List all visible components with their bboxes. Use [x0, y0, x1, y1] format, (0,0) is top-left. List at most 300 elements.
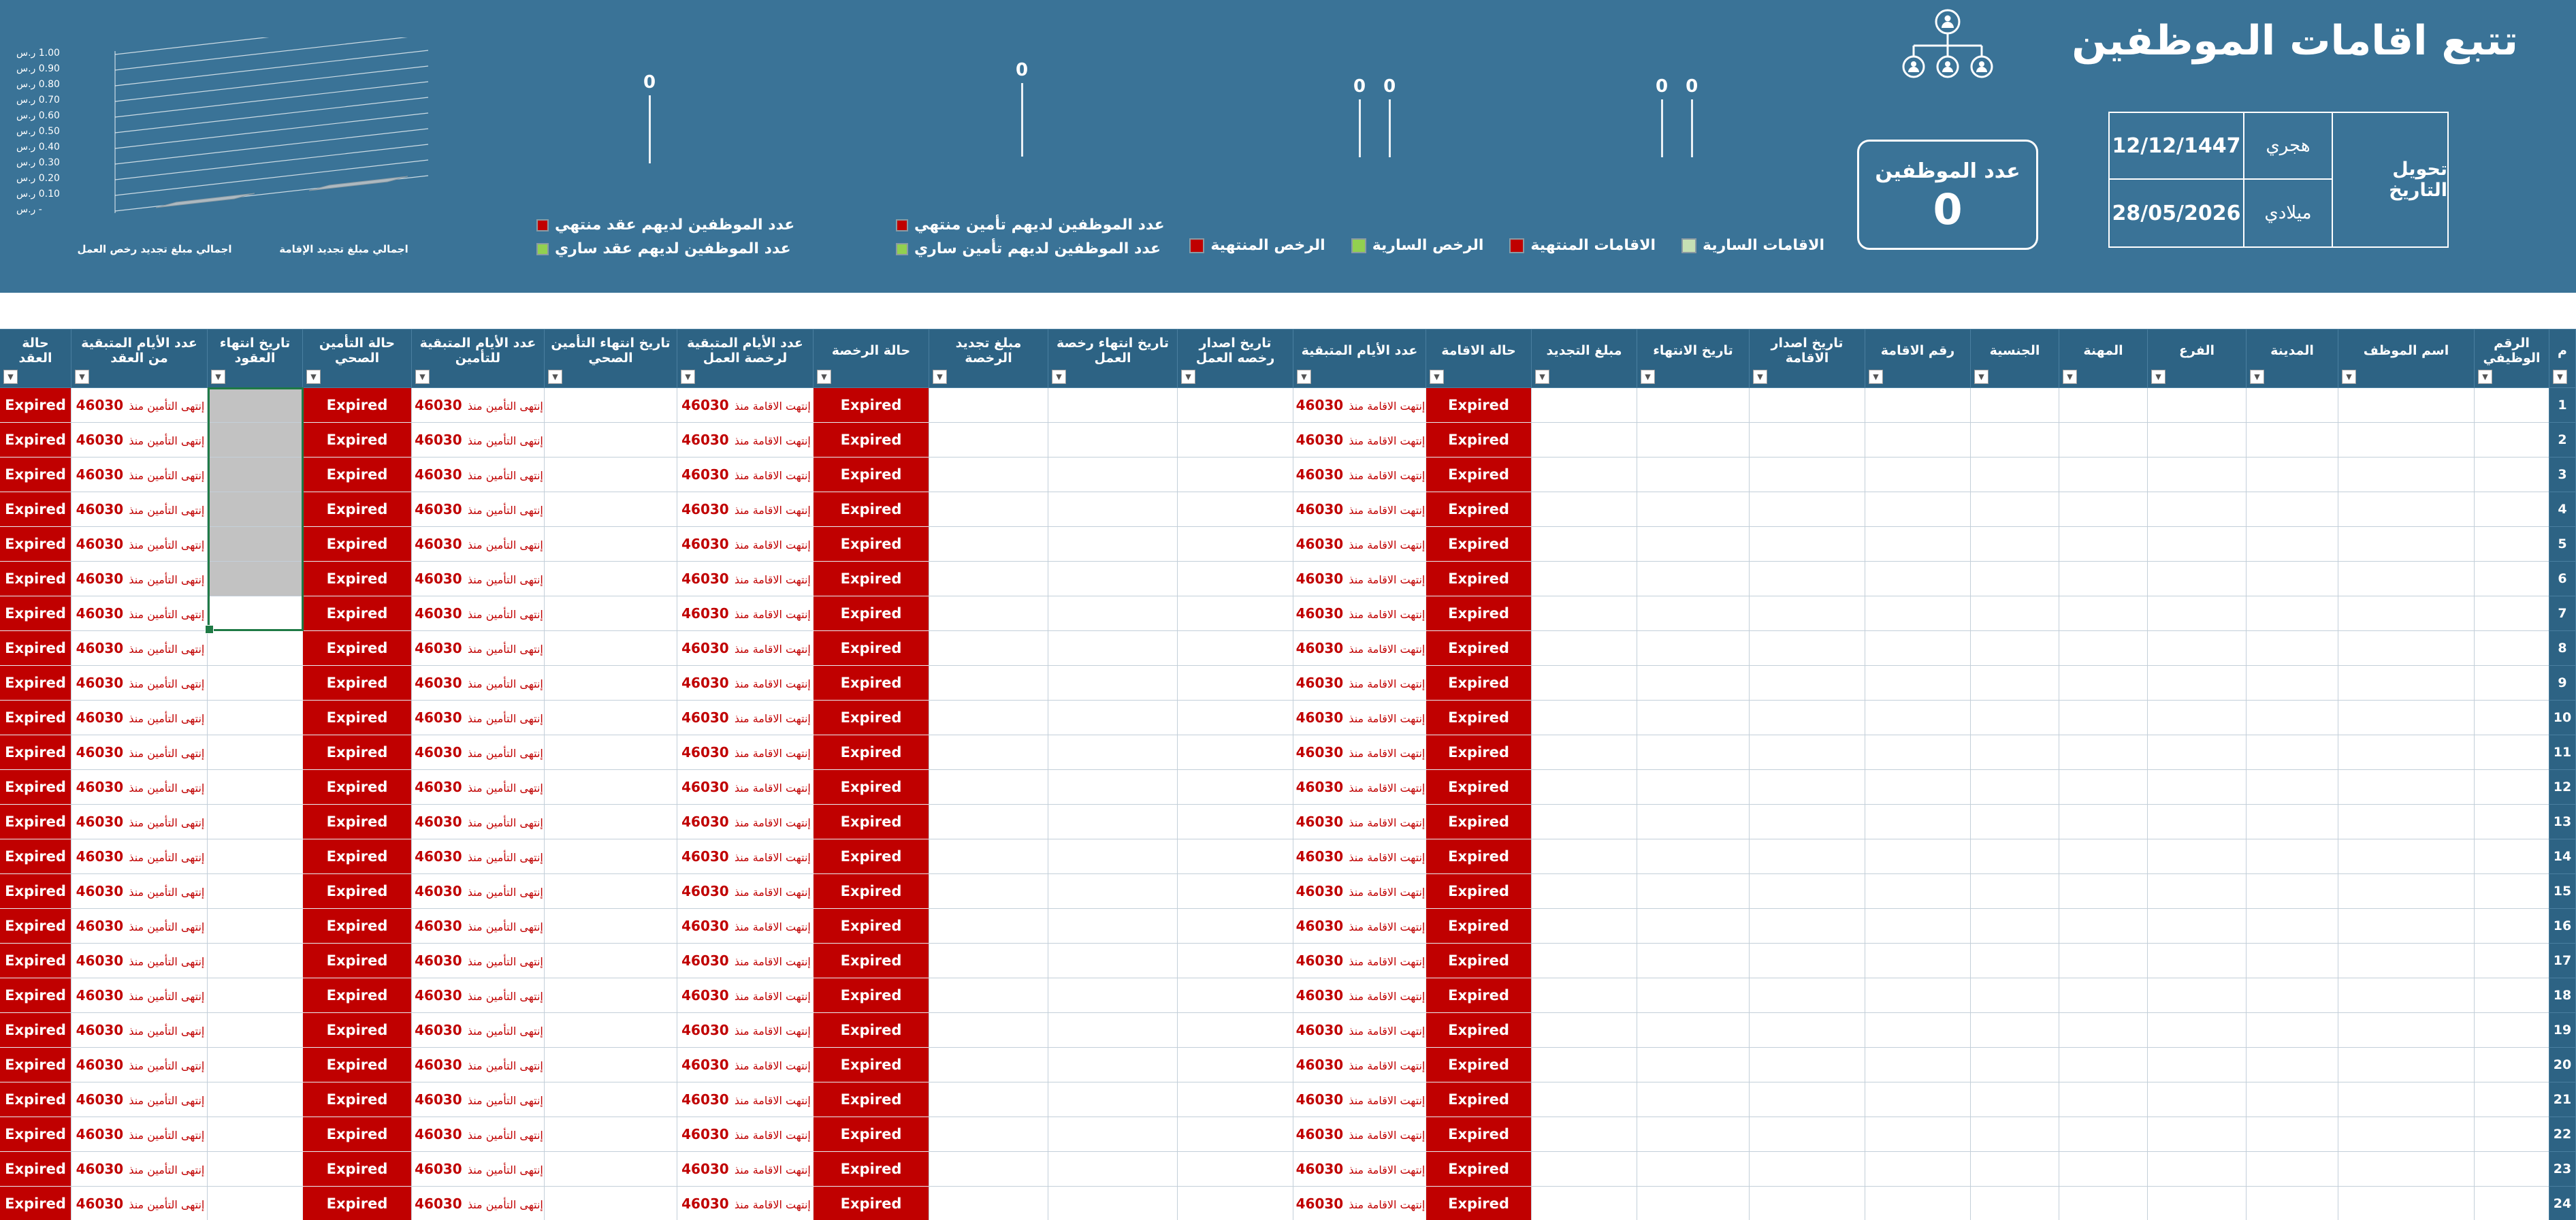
cell-job[interactable]	[2059, 666, 2148, 701]
cell-iqama_days[interactable]	[1293, 701, 1426, 735]
cell-ins_days[interactable]	[412, 805, 545, 839]
cell-ins_status[interactable]: Expired	[303, 978, 412, 1013]
cell-contract_days[interactable]	[71, 770, 208, 805]
cell-iqama_expiry[interactable]	[1637, 492, 1750, 527]
cell-ins_status[interactable]: Expired	[303, 944, 412, 978]
cell-job[interactable]	[2059, 874, 2148, 909]
cell-city[interactable]	[2247, 944, 2338, 978]
cell-ins_days[interactable]	[412, 562, 545, 596]
cell-license_status[interactable]: Expired	[814, 1013, 929, 1048]
cell-license_issue[interactable]	[1178, 1152, 1293, 1187]
cell-ins_expiry[interactable]	[545, 666, 677, 701]
cell-ins_status[interactable]: Expired	[303, 839, 412, 874]
cell-iqama_no[interactable]	[1865, 562, 1971, 596]
cell-contract_status[interactable]: Expired	[0, 666, 71, 701]
cell-branch[interactable]	[2148, 527, 2247, 562]
cell-nationality[interactable]	[1971, 1187, 2059, 1220]
cell-emp_name[interactable]	[2338, 909, 2475, 944]
cell-contract_expiry[interactable]	[208, 874, 303, 909]
cell-license_renew[interactable]	[929, 978, 1048, 1013]
cell-contract_days[interactable]	[71, 596, 208, 631]
cell-license_days[interactable]	[677, 562, 814, 596]
cell-city[interactable]	[2247, 735, 2338, 770]
cell-num[interactable]: 19	[2549, 1013, 2576, 1048]
cell-renew_amount[interactable]	[1532, 978, 1637, 1013]
cell-city[interactable]	[2247, 1048, 2338, 1082]
cell-ins_status[interactable]: Expired	[303, 631, 412, 666]
cell-ins_expiry[interactable]	[545, 1048, 677, 1082]
cell-num[interactable]: 10	[2549, 701, 2576, 735]
cell-license_renew[interactable]	[929, 1152, 1048, 1187]
cell-ins_days[interactable]	[412, 388, 545, 423]
cell-emp_id[interactable]	[2475, 944, 2549, 978]
cell-emp_id[interactable]	[2475, 874, 2549, 909]
cell-iqama_no[interactable]	[1865, 1117, 1971, 1152]
cell-city[interactable]	[2247, 1152, 2338, 1187]
cell-emp_name[interactable]	[2338, 1117, 2475, 1152]
cell-license_renew[interactable]	[929, 1048, 1048, 1082]
cell-ins_days[interactable]	[412, 874, 545, 909]
cell-contract_status[interactable]: Expired	[0, 978, 71, 1013]
cell-job[interactable]	[2059, 909, 2148, 944]
cell-iqama_expiry[interactable]	[1637, 527, 1750, 562]
cell-ins_expiry[interactable]	[545, 770, 677, 805]
cell-license_renew[interactable]	[929, 701, 1048, 735]
cell-contract_expiry[interactable]	[208, 909, 303, 944]
cell-emp_name[interactable]	[2338, 978, 2475, 1013]
cell-contract_status[interactable]: Expired	[0, 527, 71, 562]
cell-job[interactable]	[2059, 1152, 2148, 1187]
cell-ins_status[interactable]: Expired	[303, 423, 412, 458]
cell-iqama_days[interactable]	[1293, 874, 1426, 909]
cell-num[interactable]: 22	[2549, 1117, 2576, 1152]
cell-iqama_issue[interactable]	[1750, 458, 1865, 492]
cell-license_issue[interactable]	[1178, 978, 1293, 1013]
cell-license_issue[interactable]	[1178, 701, 1293, 735]
cell-num[interactable]: 12	[2549, 770, 2576, 805]
cell-iqama_issue[interactable]	[1750, 666, 1865, 701]
cell-iqama_no[interactable]	[1865, 1048, 1971, 1082]
cell-iqama_no[interactable]	[1865, 909, 1971, 944]
cell-job[interactable]	[2059, 492, 2148, 527]
cell-license_renew[interactable]	[929, 1013, 1048, 1048]
cell-emp_name[interactable]	[2338, 874, 2475, 909]
cell-license_issue[interactable]	[1178, 944, 1293, 978]
cell-emp_id[interactable]	[2475, 388, 2549, 423]
cell-contract_expiry[interactable]	[208, 388, 303, 423]
cell-job[interactable]	[2059, 735, 2148, 770]
filter-dropdown-icon[interactable]: ▼	[681, 370, 695, 384]
cell-ins_expiry[interactable]	[545, 1117, 677, 1152]
cell-nationality[interactable]	[1971, 388, 2059, 423]
cell-license_renew[interactable]	[929, 874, 1048, 909]
cell-license_expiry[interactable]	[1048, 596, 1178, 631]
col-header-contract_days[interactable]	[71, 330, 208, 388]
cell-iqama_expiry[interactable]	[1637, 562, 1750, 596]
filter-dropdown-icon[interactable]: ▼	[933, 370, 947, 384]
cell-ins_expiry[interactable]	[545, 978, 677, 1013]
col-header-ins_expiry[interactable]	[545, 330, 677, 388]
cell-license_days[interactable]	[677, 735, 814, 770]
cell-iqama_status[interactable]: Expired	[1426, 1013, 1532, 1048]
cell-contract_status[interactable]: Expired	[0, 701, 71, 735]
cell-contract_status[interactable]: Expired	[0, 1152, 71, 1187]
cell-contract_days[interactable]	[71, 1152, 208, 1187]
cell-license_expiry[interactable]	[1048, 1152, 1178, 1187]
cell-emp_id[interactable]	[2475, 666, 2549, 701]
col-header-renew_amount[interactable]	[1532, 330, 1637, 388]
cell-iqama_issue[interactable]	[1750, 1152, 1865, 1187]
cell-renew_amount[interactable]	[1532, 909, 1637, 944]
cell-iqama_days[interactable]	[1293, 666, 1426, 701]
cell-iqama_expiry[interactable]	[1637, 874, 1750, 909]
cell-iqama_expiry[interactable]	[1637, 805, 1750, 839]
cell-license_days[interactable]	[677, 388, 814, 423]
cell-ins_status[interactable]: Expired	[303, 805, 412, 839]
cell-contract_status[interactable]: Expired	[0, 909, 71, 944]
cell-license_status[interactable]: Expired	[814, 666, 929, 701]
filter-dropdown-icon[interactable]: ▼	[548, 370, 562, 384]
cell-ins_expiry[interactable]	[545, 596, 677, 631]
cell-license_days[interactable]	[677, 1082, 814, 1117]
cell-nationality[interactable]	[1971, 423, 2059, 458]
cell-ins_days[interactable]	[412, 1082, 545, 1117]
cell-contract_status[interactable]: Expired	[0, 1117, 71, 1152]
cell-emp_name[interactable]	[2338, 631, 2475, 666]
cell-license_issue[interactable]	[1178, 423, 1293, 458]
cell-iqama_issue[interactable]	[1750, 701, 1865, 735]
cell-license_days[interactable]	[677, 1187, 814, 1220]
cell-license_status[interactable]: Expired	[814, 492, 929, 527]
cell-license_renew[interactable]	[929, 1082, 1048, 1117]
cell-emp_id[interactable]	[2475, 909, 2549, 944]
cell-iqama_status[interactable]: Expired	[1426, 735, 1532, 770]
cell-license_status[interactable]: Expired	[814, 596, 929, 631]
cell-contract_days[interactable]	[71, 1048, 208, 1082]
cell-license_renew[interactable]	[929, 770, 1048, 805]
cell-renew_amount[interactable]	[1532, 874, 1637, 909]
cell-contract_expiry[interactable]	[208, 1013, 303, 1048]
cell-emp_name[interactable]	[2338, 944, 2475, 978]
cell-license_expiry[interactable]	[1048, 978, 1178, 1013]
cell-renew_amount[interactable]	[1532, 388, 1637, 423]
cell-iqama_days[interactable]	[1293, 978, 1426, 1013]
cell-renew_amount[interactable]	[1532, 1048, 1637, 1082]
col-header-branch[interactable]	[2148, 330, 2247, 388]
cell-license_days[interactable]	[677, 1117, 814, 1152]
cell-license_issue[interactable]	[1178, 388, 1293, 423]
cell-contract_status[interactable]: Expired	[0, 423, 71, 458]
cell-license_days[interactable]	[677, 978, 814, 1013]
cell-job[interactable]	[2059, 527, 2148, 562]
cell-license_renew[interactable]	[929, 527, 1048, 562]
cell-emp_name[interactable]	[2338, 735, 2475, 770]
cell-renew_amount[interactable]	[1532, 944, 1637, 978]
cell-ins_expiry[interactable]	[545, 944, 677, 978]
cell-renew_amount[interactable]	[1532, 1152, 1637, 1187]
cell-license_renew[interactable]	[929, 666, 1048, 701]
cell-license_expiry[interactable]	[1048, 805, 1178, 839]
cell-iqama_days[interactable]	[1293, 527, 1426, 562]
cell-ins_expiry[interactable]	[545, 1013, 677, 1048]
cell-iqama_expiry[interactable]	[1637, 839, 1750, 874]
cell-ins_status[interactable]: Expired	[303, 701, 412, 735]
cell-license_issue[interactable]	[1178, 805, 1293, 839]
cell-iqama_no[interactable]	[1865, 1152, 1971, 1187]
cell-iqama_expiry[interactable]	[1637, 701, 1750, 735]
cell-ins_status[interactable]: Expired	[303, 909, 412, 944]
cell-branch[interactable]	[2148, 1187, 2247, 1220]
cell-ins_status[interactable]: Expired	[303, 1117, 412, 1152]
cell-num[interactable]: 16	[2549, 909, 2576, 944]
cell-iqama_issue[interactable]	[1750, 1013, 1865, 1048]
cell-license_issue[interactable]	[1178, 458, 1293, 492]
cell-iqama_status[interactable]: Expired	[1426, 770, 1532, 805]
cell-ins_status[interactable]: Expired	[303, 1048, 412, 1082]
cell-ins_days[interactable]	[412, 631, 545, 666]
cell-renew_amount[interactable]	[1532, 423, 1637, 458]
cell-iqama_expiry[interactable]	[1637, 596, 1750, 631]
cell-ins_expiry[interactable]	[545, 874, 677, 909]
cell-iqama_status[interactable]: Expired	[1426, 1187, 1532, 1220]
cell-emp_id[interactable]	[2475, 701, 2549, 735]
cell-ins_expiry[interactable]	[545, 909, 677, 944]
cell-nationality[interactable]	[1971, 1152, 2059, 1187]
cell-city[interactable]	[2247, 1187, 2338, 1220]
cell-nationality[interactable]	[1971, 631, 2059, 666]
cell-license_renew[interactable]	[929, 944, 1048, 978]
cell-license_issue[interactable]	[1178, 1048, 1293, 1082]
cell-ins_status[interactable]: Expired	[303, 458, 412, 492]
cell-iqama_issue[interactable]	[1750, 631, 1865, 666]
cell-license_renew[interactable]	[929, 562, 1048, 596]
cell-license_issue[interactable]	[1178, 909, 1293, 944]
cell-num[interactable]: 8	[2549, 631, 2576, 666]
cell-num[interactable]: 2	[2549, 423, 2576, 458]
cell-ins_expiry[interactable]	[545, 631, 677, 666]
cell-emp_name[interactable]	[2338, 596, 2475, 631]
cell-contract_expiry[interactable]	[208, 458, 303, 492]
cell-num[interactable]: 4	[2549, 492, 2576, 527]
cell-ins_days[interactable]	[412, 909, 545, 944]
cell-ins_status[interactable]: Expired	[303, 1187, 412, 1220]
cell-iqama_expiry[interactable]	[1637, 978, 1750, 1013]
cell-iqama_expiry[interactable]	[1637, 1013, 1750, 1048]
cell-emp_id[interactable]	[2475, 839, 2549, 874]
cell-contract_days[interactable]	[71, 978, 208, 1013]
cell-contract_days[interactable]	[71, 874, 208, 909]
cell-num[interactable]: 1	[2549, 388, 2576, 423]
cell-license_days[interactable]	[677, 874, 814, 909]
cell-ins_days[interactable]	[412, 527, 545, 562]
cell-contract_days[interactable]	[71, 805, 208, 839]
cell-iqama_days[interactable]	[1293, 631, 1426, 666]
cell-license_issue[interactable]	[1178, 631, 1293, 666]
cell-iqama_no[interactable]	[1865, 839, 1971, 874]
cell-city[interactable]	[2247, 388, 2338, 423]
cell-nationality[interactable]	[1971, 1082, 2059, 1117]
cell-contract_days[interactable]	[71, 492, 208, 527]
cell-contract_status[interactable]: Expired	[0, 1187, 71, 1220]
cell-contract_expiry[interactable]	[208, 978, 303, 1013]
filter-dropdown-icon[interactable]: ▼	[211, 370, 225, 384]
cell-contract_expiry[interactable]	[208, 805, 303, 839]
cell-contract_status[interactable]: Expired	[0, 944, 71, 978]
cell-iqama_status[interactable]: Expired	[1426, 805, 1532, 839]
cell-ins_expiry[interactable]	[545, 1187, 677, 1220]
cell-num[interactable]: 15	[2549, 874, 2576, 909]
filter-dropdown-icon[interactable]: ▼	[2342, 370, 2356, 384]
cell-contract_days[interactable]	[71, 562, 208, 596]
cell-contract_status[interactable]: Expired	[0, 770, 71, 805]
cell-iqama_status[interactable]: Expired	[1426, 388, 1532, 423]
cell-license_status[interactable]: Expired	[814, 805, 929, 839]
cell-renew_amount[interactable]	[1532, 839, 1637, 874]
cell-iqama_status[interactable]: Expired	[1426, 1048, 1532, 1082]
cell-nationality[interactable]	[1971, 666, 2059, 701]
cell-iqama_no[interactable]	[1865, 701, 1971, 735]
cell-license_status[interactable]: Expired	[814, 701, 929, 735]
cell-num[interactable]: 14	[2549, 839, 2576, 874]
col-header-contract_status[interactable]	[0, 330, 71, 388]
cell-num[interactable]: 3	[2549, 458, 2576, 492]
cell-license_issue[interactable]	[1178, 492, 1293, 527]
cell-nationality[interactable]	[1971, 805, 2059, 839]
cell-ins_days[interactable]	[412, 596, 545, 631]
cell-renew_amount[interactable]	[1532, 527, 1637, 562]
cell-iqama_issue[interactable]	[1750, 909, 1865, 944]
col-header-iqama_no[interactable]	[1865, 330, 1971, 388]
cell-license_renew[interactable]	[929, 839, 1048, 874]
cell-contract_days[interactable]	[71, 1013, 208, 1048]
cell-emp_name[interactable]	[2338, 1187, 2475, 1220]
cell-iqama_expiry[interactable]	[1637, 735, 1750, 770]
cell-iqama_issue[interactable]	[1750, 874, 1865, 909]
cell-iqama_expiry[interactable]	[1637, 423, 1750, 458]
cell-num[interactable]: 18	[2549, 978, 2576, 1013]
cell-job[interactable]	[2059, 1013, 2148, 1048]
cell-city[interactable]	[2247, 839, 2338, 874]
cell-license_expiry[interactable]	[1048, 631, 1178, 666]
col-header-license_status[interactable]	[814, 330, 929, 388]
cell-ins_expiry[interactable]	[545, 388, 677, 423]
cell-city[interactable]	[2247, 596, 2338, 631]
filter-dropdown-icon[interactable]: ▼	[2151, 370, 2166, 384]
cell-job[interactable]	[2059, 458, 2148, 492]
cell-license_issue[interactable]	[1178, 770, 1293, 805]
cell-iqama_days[interactable]	[1293, 1048, 1426, 1082]
cell-ins_days[interactable]	[412, 944, 545, 978]
cell-license_expiry[interactable]	[1048, 770, 1178, 805]
cell-iqama_expiry[interactable]	[1637, 1082, 1750, 1117]
cell-city[interactable]	[2247, 701, 2338, 735]
cell-license_status[interactable]: Expired	[814, 1048, 929, 1082]
col-header-iqama_days[interactable]	[1293, 330, 1426, 388]
cell-job[interactable]	[2059, 944, 2148, 978]
col-header-emp_name[interactable]	[2338, 330, 2475, 388]
filter-dropdown-icon[interactable]: ▼	[3, 370, 18, 384]
cell-license_days[interactable]	[677, 1013, 814, 1048]
cell-license_issue[interactable]	[1178, 1117, 1293, 1152]
cell-license_expiry[interactable]	[1048, 562, 1178, 596]
cell-emp_name[interactable]	[2338, 1013, 2475, 1048]
cell-contract_days[interactable]	[71, 527, 208, 562]
cell-ins_status[interactable]: Expired	[303, 1082, 412, 1117]
cell-renew_amount[interactable]	[1532, 1013, 1637, 1048]
cell-ins_expiry[interactable]	[545, 805, 677, 839]
cell-emp_name[interactable]	[2338, 805, 2475, 839]
cell-nationality[interactable]	[1971, 1048, 2059, 1082]
cell-branch[interactable]	[2148, 666, 2247, 701]
cell-nationality[interactable]	[1971, 839, 2059, 874]
cell-num[interactable]: 6	[2549, 562, 2576, 596]
cell-license_expiry[interactable]	[1048, 735, 1178, 770]
cell-ins_status[interactable]: Expired	[303, 1013, 412, 1048]
cell-ins_days[interactable]	[412, 978, 545, 1013]
cell-iqama_no[interactable]	[1865, 770, 1971, 805]
cell-city[interactable]	[2247, 874, 2338, 909]
cell-contract_status[interactable]: Expired	[0, 805, 71, 839]
filter-dropdown-icon[interactable]: ▼	[1052, 370, 1066, 384]
cell-renew_amount[interactable]	[1532, 1082, 1637, 1117]
cell-license_days[interactable]	[677, 527, 814, 562]
cell-branch[interactable]	[2148, 631, 2247, 666]
cell-license_renew[interactable]	[929, 909, 1048, 944]
cell-emp_id[interactable]	[2475, 1013, 2549, 1048]
cell-license_days[interactable]	[677, 458, 814, 492]
cell-num[interactable]: 9	[2549, 666, 2576, 701]
cell-contract_days[interactable]	[71, 701, 208, 735]
cell-contract_status[interactable]: Expired	[0, 874, 71, 909]
cell-num[interactable]: 5	[2549, 527, 2576, 562]
cell-iqama_expiry[interactable]	[1637, 944, 1750, 978]
cell-contract_days[interactable]	[71, 423, 208, 458]
cell-emp_name[interactable]	[2338, 527, 2475, 562]
date-value-hijri[interactable]: 12/12/1447	[2110, 113, 2243, 180]
cell-num[interactable]: 13	[2549, 805, 2576, 839]
cell-num[interactable]: 23	[2549, 1152, 2576, 1187]
cell-license_expiry[interactable]	[1048, 839, 1178, 874]
filter-dropdown-icon[interactable]: ▼	[1753, 370, 1767, 384]
cell-iqama_status[interactable]: Expired	[1426, 527, 1532, 562]
col-header-license_renew[interactable]	[929, 330, 1048, 388]
cell-iqama_expiry[interactable]	[1637, 458, 1750, 492]
cell-iqama_no[interactable]	[1865, 458, 1971, 492]
cell-emp_id[interactable]	[2475, 1048, 2549, 1082]
cell-emp_id[interactable]	[2475, 492, 2549, 527]
cell-nationality[interactable]	[1971, 770, 2059, 805]
cell-ins_expiry[interactable]	[545, 527, 677, 562]
cell-iqama_expiry[interactable]	[1637, 388, 1750, 423]
cell-renew_amount[interactable]	[1532, 492, 1637, 527]
cell-license_expiry[interactable]	[1048, 423, 1178, 458]
cell-branch[interactable]	[2148, 1117, 2247, 1152]
cell-license_status[interactable]: Expired	[814, 909, 929, 944]
cell-iqama_no[interactable]	[1865, 631, 1971, 666]
filter-dropdown-icon[interactable]: ▼	[75, 370, 89, 384]
cell-iqama_issue[interactable]	[1750, 770, 1865, 805]
cell-renew_amount[interactable]	[1532, 735, 1637, 770]
cell-iqama_no[interactable]	[1865, 666, 1971, 701]
cell-contract_days[interactable]	[71, 839, 208, 874]
cell-renew_amount[interactable]	[1532, 631, 1637, 666]
cell-iqama_status[interactable]: Expired	[1426, 944, 1532, 978]
cell-iqama_expiry[interactable]	[1637, 770, 1750, 805]
cell-job[interactable]	[2059, 978, 2148, 1013]
cell-job[interactable]	[2059, 1082, 2148, 1117]
filter-dropdown-icon[interactable]: ▼	[1297, 370, 1311, 384]
cell-contract_days[interactable]	[71, 388, 208, 423]
